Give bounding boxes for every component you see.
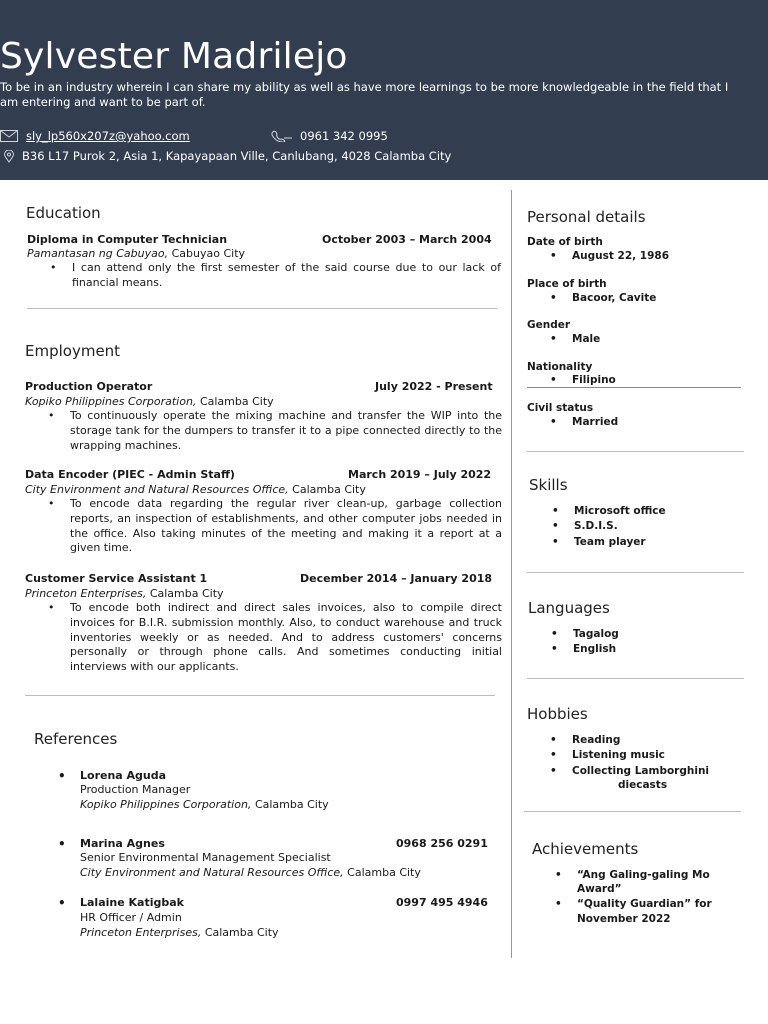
reference-org bbox=[80, 798, 329, 811]
hobby-item-continued: diecasts bbox=[618, 779, 668, 791]
school-location: Cabuyao City bbox=[171, 247, 246, 260]
reference-role: Senior Environmental Management Specialist bbox=[80, 851, 331, 864]
gender-value: • Male bbox=[572, 333, 600, 345]
hobbies-heading: Hobbies bbox=[527, 705, 588, 723]
skill-item: • Microsoft office bbox=[574, 505, 666, 517]
phone-number: 0961 342 0995 bbox=[300, 129, 388, 143]
reference-role: Production Manager bbox=[80, 783, 191, 796]
section-divider bbox=[524, 811, 741, 812]
section-divider bbox=[27, 308, 497, 309]
home-address: B36 L17 Purok 2, Asia 1, Kapayapaan Ville, Canlubang, 4028 Calamba City bbox=[22, 149, 452, 163]
pob-value: • Bacoor, Cavite bbox=[572, 292, 656, 304]
column-divider bbox=[511, 190, 512, 958]
section-divider bbox=[527, 451, 744, 452]
company-location: Calamba City bbox=[199, 395, 274, 408]
education-school bbox=[27, 247, 245, 260]
hobby-item: • Reading bbox=[572, 734, 620, 746]
company-name: Princeton Enterprises, bbox=[25, 587, 147, 600]
reference-org-location: Calamba City bbox=[254, 798, 329, 811]
section-divider bbox=[25, 695, 495, 696]
reference-org-name: Princeton Enterprises, bbox=[80, 926, 202, 939]
civil-status-label: Civil status bbox=[527, 402, 594, 414]
references-heading: References bbox=[34, 730, 118, 748]
employment-heading: Employment bbox=[25, 342, 121, 360]
reference-org bbox=[80, 926, 279, 939]
resume-header bbox=[0, 0, 768, 180]
job-title: Customer Service Assistant 1 bbox=[25, 572, 208, 585]
phone-icon bbox=[270, 130, 292, 142]
job-description: • To encode both indirect and direct sales invoices, also to compile direct invoices for B.I.R. submission monthly. Also, to conduct warehouse and truck inventories weekly or as needed. And to address customers' concerns personally or through phone calls. And sometimes conducting initial interviews with our applicants. bbox=[70, 601, 502, 675]
skill-item: • Team player bbox=[574, 536, 646, 548]
achievement-item-continued: Award” bbox=[577, 883, 622, 895]
pob-label: Place of birth bbox=[527, 278, 607, 290]
hobby-item: • Listening music bbox=[572, 749, 665, 761]
section-divider bbox=[527, 572, 744, 573]
company-location: Calamba City bbox=[149, 587, 224, 600]
language-item: • Tagalog bbox=[573, 628, 619, 640]
achievement-item: • “Quality Guardian” for bbox=[577, 898, 712, 910]
job-title: Production Operator bbox=[25, 380, 153, 393]
section-divider bbox=[527, 678, 744, 679]
company-location: Calamba City bbox=[292, 483, 366, 496]
gender-label: Gender bbox=[527, 319, 571, 331]
candidate-name: Sylvester Madrilejo bbox=[0, 36, 348, 77]
nationality-value: • Filipino bbox=[572, 374, 616, 386]
job-dates: July 2022 - Present bbox=[375, 380, 493, 393]
envelope-icon bbox=[0, 130, 18, 142]
language-item: • English bbox=[573, 643, 616, 655]
reference-org bbox=[80, 866, 421, 879]
reference-org-name: Kopiko Philippines Corporation, bbox=[80, 798, 252, 811]
job-description: • To encode data regarding the regular river clean-up, garbage collection reports, an inspection of establishments, and other computer jobs needed in the office. Also taking minutes of the meeting and making it a report at a given time. bbox=[70, 497, 502, 556]
nationality-underline bbox=[527, 387, 741, 388]
nationality-label: Nationality bbox=[527, 361, 593, 373]
location-pin-icon bbox=[4, 150, 14, 163]
email-contact[interactable] bbox=[0, 129, 190, 143]
education-degree: Diploma in Computer Technician bbox=[27, 233, 228, 246]
reference-phone: 0997 495 4946 bbox=[396, 896, 488, 909]
career-objective: To be in an industry wherein I can share my ability as well as have more learnings to be more knowledgeable in the field that I am entering and want to be part of. bbox=[0, 80, 729, 109]
job-company bbox=[25, 395, 274, 408]
skill-item: • S.D.I.S. bbox=[574, 520, 618, 532]
reference-phone: 0968 256 0291 bbox=[396, 837, 488, 850]
job-company bbox=[25, 587, 224, 600]
reference-name: • Lorena Aguda bbox=[80, 769, 166, 782]
achievement-item: • “Ang Galing-galing Mo bbox=[577, 869, 710, 881]
dob-label: Date of birth bbox=[527, 236, 603, 248]
education-heading: Education bbox=[26, 204, 101, 222]
reference-name: • Lalaine Katigbak bbox=[80, 896, 184, 909]
reference-org-name: City Environment and Natural Resources Office, bbox=[80, 866, 344, 879]
job-dates: March 2019 – July 2022 bbox=[348, 468, 492, 481]
job-company bbox=[25, 483, 366, 496]
company-name: Kopiko Philippines Corporation, bbox=[25, 395, 197, 408]
languages-heading: Languages bbox=[528, 599, 610, 617]
civil-status-value: • Married bbox=[572, 416, 618, 428]
email-link[interactable]: sly_lp560x207z@yahoo.com bbox=[26, 129, 190, 143]
job-description: • To continuously operate the mixing machine and transfer the WIP into the storage tank for the dumpers to transfer it to a pipe connected directly to the wrapping machines. bbox=[70, 409, 502, 453]
job-dates: December 2014 – January 2018 bbox=[300, 572, 493, 585]
phone-contact bbox=[270, 129, 388, 143]
school-name: Pamantasan ng Cabuyao, bbox=[27, 247, 169, 260]
reference-org-location: Calamba City bbox=[347, 866, 421, 879]
job-title: Data Encoder (PIEC - Admin Staff) bbox=[25, 468, 235, 481]
company-name: City Environment and Natural Resources Office, bbox=[25, 483, 289, 496]
education-dates: October 2003 – March 2004 bbox=[322, 233, 492, 246]
personal-details-heading: Personal details bbox=[527, 208, 646, 226]
reference-org-location: Calamba City bbox=[204, 926, 279, 939]
achievements-heading: Achievements bbox=[532, 840, 639, 858]
achievement-item-continued: November 2022 bbox=[577, 913, 671, 925]
reference-role: HR Officer / Admin bbox=[80, 911, 182, 924]
skills-heading: Skills bbox=[529, 476, 568, 494]
hobby-item: • Collecting Lamborghini bbox=[572, 765, 709, 777]
reference-name: • Marina Agnes bbox=[80, 837, 165, 850]
address-contact bbox=[4, 149, 451, 163]
education-note: • I can attend only the first semester of the said course due to our lack of financial means. bbox=[72, 261, 501, 291]
dob-value: • August 22, 1986 bbox=[572, 250, 669, 262]
